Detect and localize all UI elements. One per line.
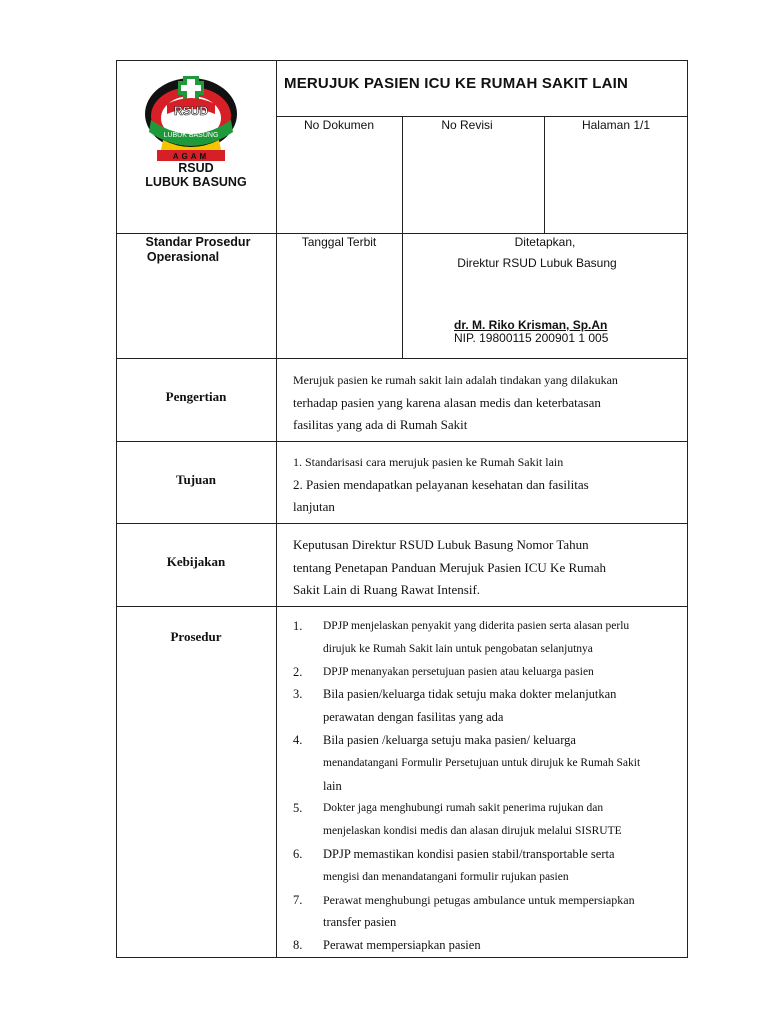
pengertian-line: terhadap pasien yang karena alasan medis dan keterbatasan — [293, 394, 601, 410]
prosedur-step — [293, 843, 687, 889]
step-number: 8. — [293, 938, 303, 953]
prosedur-step — [293, 683, 687, 729]
pengertian-line: Merujuk pasien ke rumah sakit lain adalah tindakan yang dilakukan — [293, 373, 618, 387]
sop-label-line2: Operasional — [146, 250, 220, 264]
director-name: dr. M. Riko Krisman, Sp.An — [454, 318, 608, 332]
prosedur-list — [293, 615, 687, 957]
divider-title — [276, 116, 688, 117]
director-nip: NIP. 19800115 200901 1 005 — [454, 331, 609, 345]
kebijakan-label: Kebijakan — [166, 554, 226, 569]
kebijakan-text — [293, 534, 683, 602]
divider-prosedur — [116, 606, 688, 607]
document-title: MERUJUK PASIEN ICU KE RUMAH SAKIT LAIN — [284, 75, 629, 92]
step-line: transfer pasien — [323, 915, 397, 930]
step-number: 7. — [293, 892, 303, 907]
logo-bottom-text: AGAM — [172, 152, 210, 161]
prosedur-label: Prosedur — [170, 629, 222, 644]
step-line: DPJP menjelaskan penyakit yang diderita pasien serta alasan perlu — [323, 620, 630, 632]
halaman-label: Halaman 1/1 — [581, 118, 651, 132]
prosedur-step — [293, 934, 687, 957]
prosedur-step — [293, 661, 687, 684]
divider-pengertian — [116, 358, 688, 359]
tujuan-line: 2. Pasien mendapatkan pelayanan kesehatan dan fasilitas — [293, 476, 589, 492]
step-line: dirujuk ke Rumah Sakit lain untuk pengobatan selanjutnya — [323, 642, 593, 655]
pengertian-text — [293, 369, 683, 437]
step-line: DPJP menanyakan persetujuan pasien atau keluarga pasien — [323, 665, 594, 678]
org-name-line2: LUBUK BASUNG — [145, 175, 247, 189]
step-line: menjelaskan kondisi medis dan alasan dirujuk melalui SISRUTE — [323, 825, 622, 838]
divider-kebijakan — [116, 523, 688, 524]
no-dokumen-label: No Dokumen — [303, 118, 375, 132]
step-number: 6. — [293, 846, 303, 861]
step-number: 5. — [293, 801, 303, 816]
divider-meta-2 — [544, 116, 545, 233]
pengertian-line: fasilitas yang ada di Rumah Sakit — [293, 417, 468, 432]
prosedur-step — [293, 729, 687, 797]
org-name-line1: RSUD — [178, 161, 214, 175]
kebijakan-line: Sakit Lain di Ruang Rawat Intensif. — [293, 582, 481, 597]
step-line: Bila pasien/keluarga tidak setuju maka dokter melanjutkan — [323, 687, 617, 702]
divider-tujuan — [116, 441, 688, 442]
step-line: menandatangani Formulir Persetujuan untuk dirujuk ke Rumah Sakit — [323, 756, 641, 769]
prosedur-step — [293, 615, 687, 661]
step-line: lain — [323, 778, 342, 793]
hospital-logo — [143, 74, 239, 166]
logo-badge-text: RSUD — [173, 104, 209, 118]
direktur-title: Direktur RSUD Lubuk Basung — [457, 256, 617, 270]
kebijakan-line: tentang Penetapan Panduan Merujuk Pasien ICU Ke Rumah — [293, 559, 607, 575]
step-line: Perawat menghubungi petugas ambulance untuk mempersiapkan — [323, 892, 635, 907]
step-line: Perawat mempersiapkan pasien — [323, 938, 481, 953]
step-line: mengisi dan menandatangani formulir rujukan pasien — [323, 870, 569, 883]
prosedur-step — [293, 889, 687, 935]
tujuan-label: Tujuan — [176, 472, 216, 487]
kebijakan-line: Keputusan Direktur RSUD Lubuk Basung Nomor Tahun — [293, 537, 589, 552]
step-number: 4. — [293, 732, 303, 747]
step-number: 3. — [293, 687, 303, 702]
step-number: 2. — [293, 664, 303, 679]
tujuan-text — [293, 451, 683, 519]
pengertian-label: Pengertian — [165, 389, 227, 404]
divider-left-column — [276, 60, 277, 958]
tujuan-line: lanjutan — [293, 499, 335, 514]
tujuan-line: 1. Standarisasi cara merujuk pasien ke Rumah Sakit lain — [293, 455, 564, 469]
logo-banner-text: LUBUK BASUNG — [163, 132, 219, 139]
tanggal-terbit-label: Tanggal Terbit — [301, 235, 377, 249]
sop-label-line1: Standar Prosedur — [145, 235, 251, 249]
ditetapkan-label: Ditetapkan, — [514, 235, 576, 249]
step-line: perawatan dengan fasilitas yang ada — [323, 710, 504, 725]
step-line: Dokter jaga menghubungi rumah sakit penerima rujukan dan — [323, 802, 604, 815]
no-revisi-label: No Revisi — [441, 118, 493, 132]
prosedur-step — [293, 797, 687, 843]
step-line: Bila pasien /keluarga setuju maka pasien/ keluarga — [323, 732, 576, 747]
step-number: 1. — [293, 619, 303, 633]
step-line: DPJP memastikan kondisi pasien stabil/transportable serta — [323, 846, 615, 861]
